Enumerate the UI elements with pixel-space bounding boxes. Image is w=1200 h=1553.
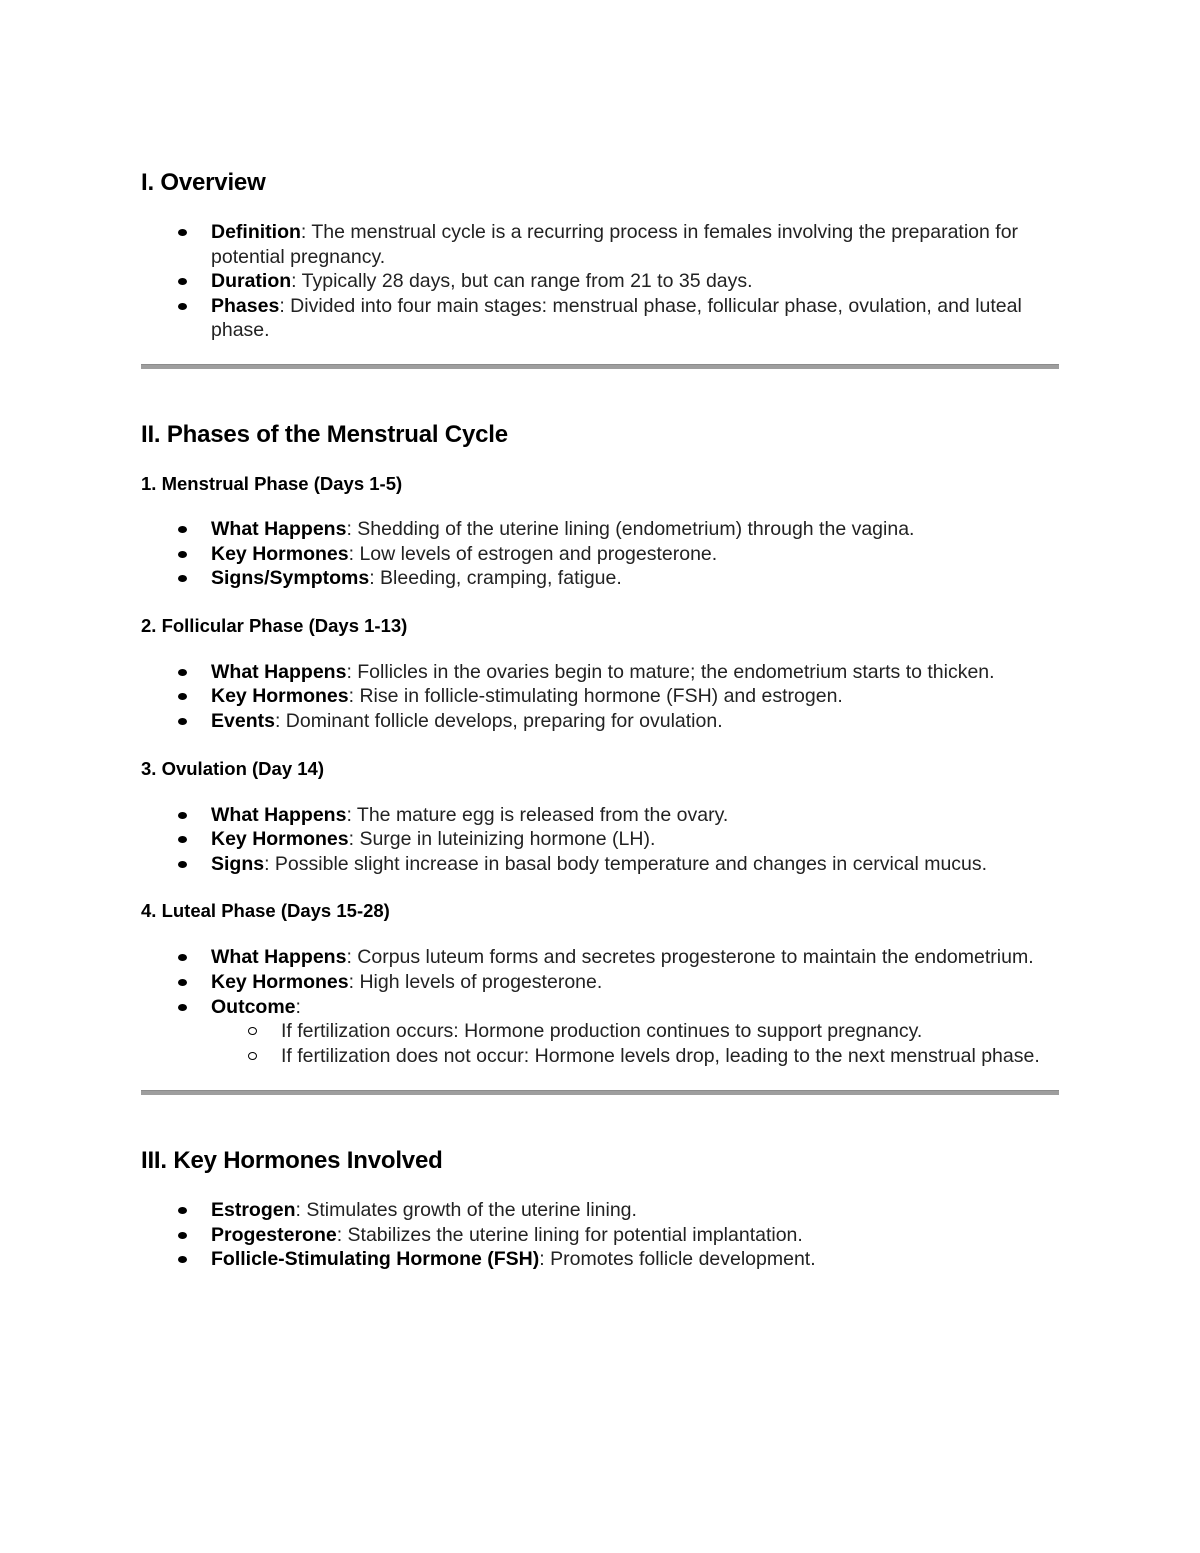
term-text: : Rise in follicle-stimulating hormone (FSH) and estrogen. <box>348 685 843 708</box>
menstrual-phase-heading: 1. Menstrual Phase (Days 1-5) <box>141 472 403 494</box>
term-label: Follicle-Stimulating Hormone (FSH) <box>211 1248 540 1271</box>
term-label: Signs <box>211 852 265 875</box>
luteal-phase-heading: 4. Luteal Phase (Days 15-28) <box>141 900 390 922</box>
outcome-text: If fertilization occurs: Hormone production continues to support pregnancy. <box>281 1020 923 1043</box>
bullet-icon <box>178 861 187 868</box>
term-text: : Low levels of estrogen and progesterone. <box>348 542 718 565</box>
term-label: What Happens <box>211 803 347 826</box>
term-label: Key Hormones <box>211 828 349 851</box>
bullet-icon <box>178 303 187 310</box>
list-item <box>141 1223 1059 1248</box>
bullet-icon <box>178 278 187 285</box>
term-label: Outcome <box>211 995 296 1018</box>
circle-bullet-icon <box>248 1052 257 1060</box>
term-text: : Stabilizes the uterine lining for potential implantation. <box>336 1223 803 1246</box>
list-item <box>141 294 1059 343</box>
term-text: : Dominant follicle develops, preparing for ovulation. <box>274 709 723 732</box>
follicular-phase-list <box>141 660 1059 734</box>
list-item <box>141 827 1059 852</box>
list-item <box>141 995 1059 1069</box>
term-text: : Divided into four main stages: menstrual phase, follicular phase, ovulation, and luteal phase. <box>211 294 1022 342</box>
term-label: Estrogen <box>211 1199 296 1222</box>
luteal-phase-list <box>141 945 1059 1068</box>
list-item <box>141 852 1059 877</box>
term-label: Events <box>211 709 275 732</box>
list-item <box>141 684 1059 709</box>
overview-title: I. Overview <box>141 169 266 196</box>
bullet-icon <box>178 979 187 986</box>
bullet-icon <box>178 1232 187 1239</box>
hormones-title: III. Key Hormones Involved <box>141 1147 443 1175</box>
ovulation-list <box>141 803 1059 877</box>
bullet-icon <box>178 669 187 676</box>
list-item <box>141 517 1059 542</box>
term-text: : Typically 28 days, but can range from 21 to 35 days. <box>291 270 753 293</box>
bullet-icon <box>178 1004 187 1011</box>
horizontal-rule <box>141 364 1059 369</box>
bullet-icon <box>178 526 187 533</box>
overview-list <box>141 220 1059 343</box>
list-item <box>141 269 1059 294</box>
term-label: Progesterone <box>211 1223 337 1246</box>
list-item <box>141 566 1059 591</box>
term-label: Key Hormones <box>211 685 349 708</box>
term-text: : Follicles in the ovaries begin to mature; the endometrium starts to thicken. <box>346 660 995 683</box>
term-label: What Happens <box>211 946 347 969</box>
term-text: : Stimulates growth of the uterine lining. <box>295 1199 637 1222</box>
sub-list-item <box>211 1019 1059 1044</box>
bullet-icon <box>178 1256 187 1263</box>
horizontal-rule <box>141 1090 1059 1095</box>
list-item <box>141 1247 1059 1272</box>
menstrual-phase-list <box>141 517 1059 591</box>
term-label: Signs/Symptoms <box>211 567 370 590</box>
term-text: : Bleeding, cramping, fatigue. <box>369 567 622 590</box>
list-item <box>141 945 1059 970</box>
phases-title: II. Phases of the Menstrual Cycle <box>141 420 508 448</box>
bullet-icon <box>178 954 187 961</box>
follicular-phase-heading: 2. Follicular Phase (Days 1-13) <box>141 614 408 636</box>
term-text: : The mature egg is released from the ovary. <box>346 803 729 826</box>
outcome-sublist <box>211 1019 1059 1068</box>
list-item <box>141 542 1059 567</box>
term-text: : Surge in luteinizing hormone (LH). <box>348 828 656 851</box>
term-label: Phases <box>211 294 280 317</box>
term-label: What Happens <box>211 517 347 540</box>
term-label: Duration <box>211 270 292 293</box>
term-label: Key Hormones <box>211 542 349 565</box>
term-text: : Possible slight increase in basal body temperature and changes in cervical mucus. <box>264 852 988 875</box>
term-label: Definition <box>211 221 301 243</box>
document-page <box>141 168 1059 1272</box>
term-text: : Shedding of the uterine lining (endometrium) through the vagina. <box>346 517 915 540</box>
bullet-icon <box>178 718 187 725</box>
sub-list-item <box>211 1044 1059 1069</box>
hormones-list <box>141 1198 1059 1272</box>
term-text: : <box>295 995 301 1018</box>
term-label: Key Hormones <box>211 970 349 993</box>
list-item <box>141 709 1059 734</box>
term-text: : High levels of progesterone. <box>348 970 603 993</box>
term-text: : The menstrual cycle is a recurring process in females involving the preparation for potential pregnancy. <box>211 221 1019 268</box>
bullet-icon <box>178 551 187 558</box>
term-text: : Promotes follicle development. <box>539 1248 816 1271</box>
ovulation-heading: 3. Ovulation (Day 14) <box>141 757 324 779</box>
bullet-icon <box>178 1207 187 1214</box>
term-text: : Corpus luteum forms and secretes progesterone to maintain the endometrium. <box>346 946 1034 969</box>
list-item <box>141 220 1059 269</box>
circle-bullet-icon <box>248 1027 257 1035</box>
outcome-text: If fertilization does not occur: Hormone levels drop, leading to the next menstrual phase. <box>281 1044 1040 1067</box>
bullet-icon <box>178 693 187 700</box>
list-item <box>141 660 1059 685</box>
bullet-icon <box>178 575 187 582</box>
list-item <box>141 970 1059 995</box>
term-label: What Happens <box>211 660 347 683</box>
list-item <box>141 803 1059 828</box>
list-item <box>141 1198 1059 1223</box>
bullet-icon <box>178 812 187 819</box>
bullet-icon <box>178 836 187 843</box>
bullet-icon <box>178 229 187 236</box>
